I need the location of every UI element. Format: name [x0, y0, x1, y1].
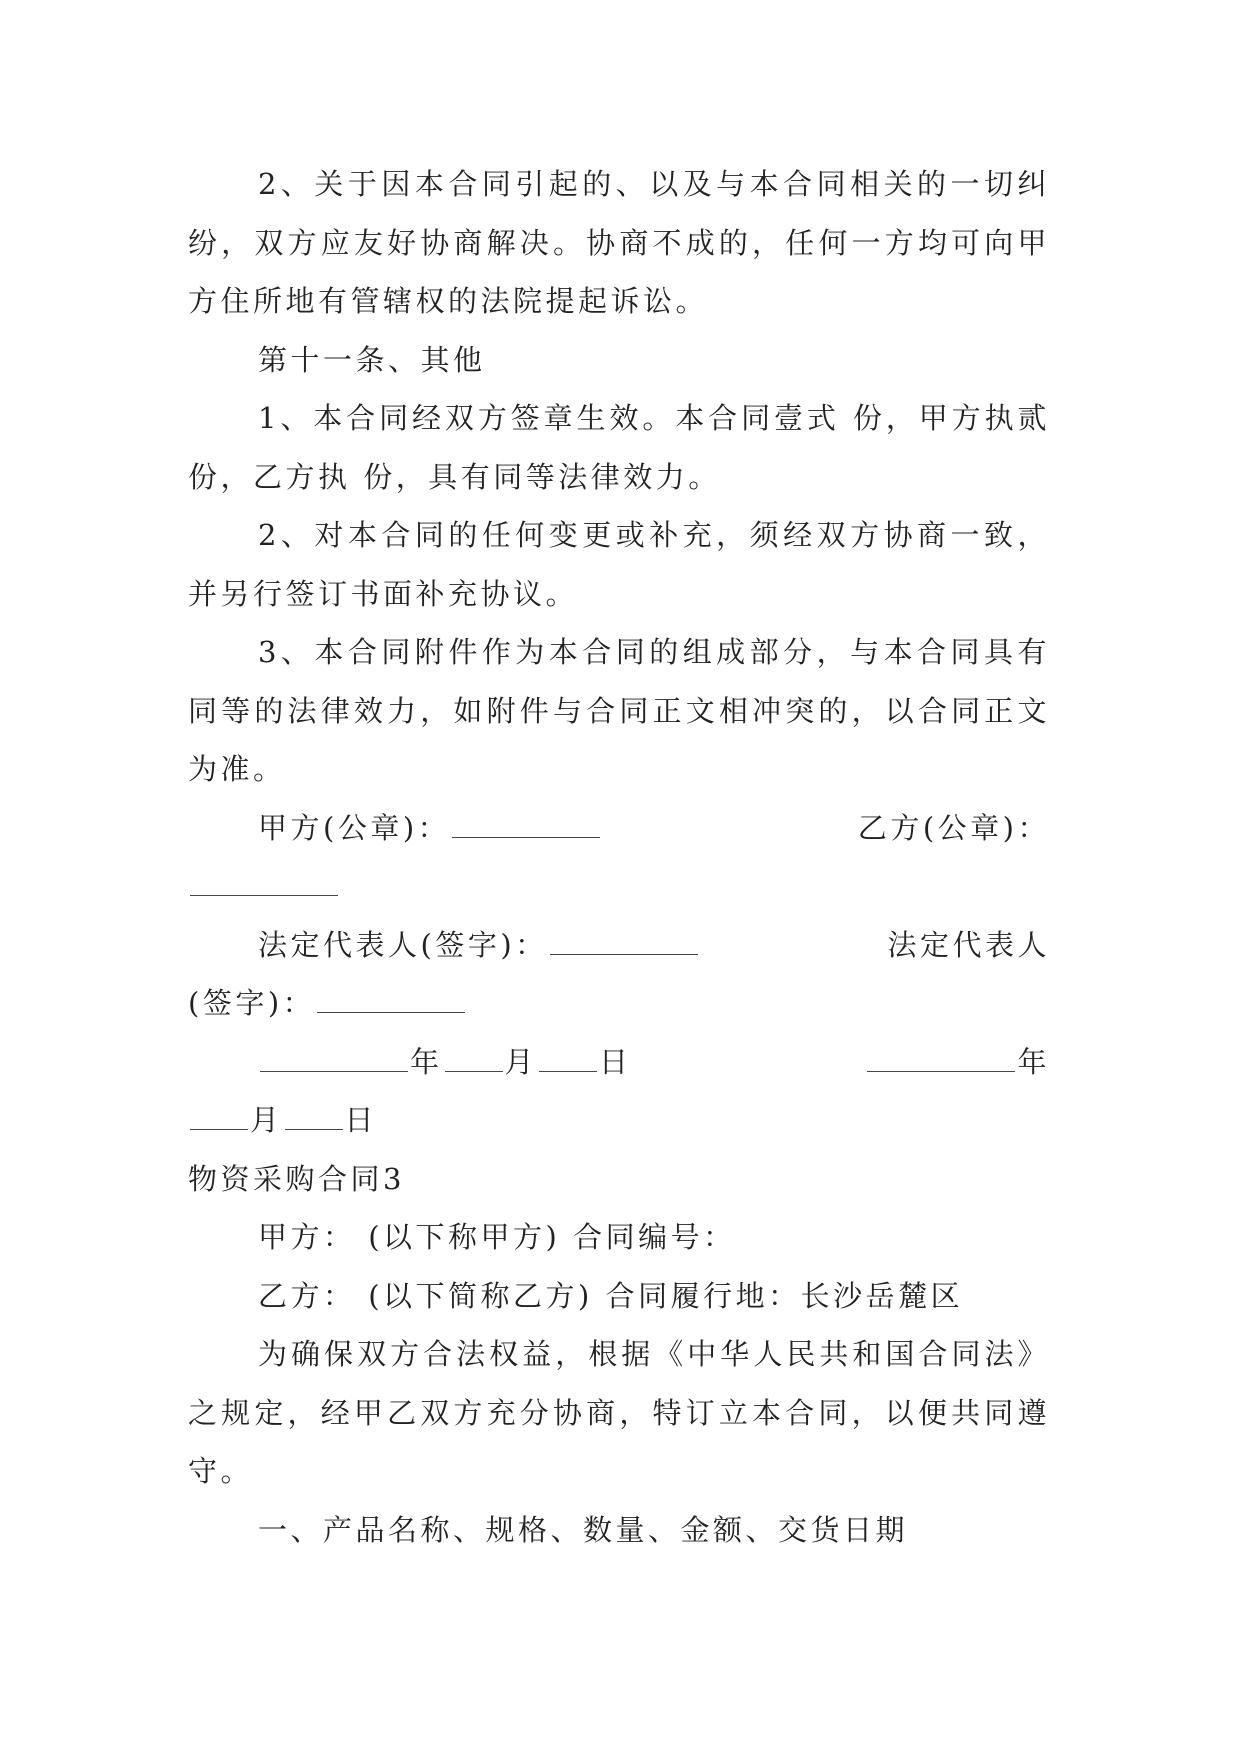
party-b-seal-label: 乙方(公章)： — [857, 810, 1050, 845]
rep-a-label: 法定代表人(签字)： — [258, 927, 548, 962]
article-11-heading: 第十一条、其他 — [258, 342, 486, 377]
day-label: 日 — [599, 1044, 632, 1079]
party-a-month-blank[interactable] — [445, 1049, 503, 1072]
seal-row — [188, 799, 1050, 858]
rep-a-blank[interactable] — [550, 932, 698, 955]
section-1-heading: 一、产品名称、规格、数量、金额、交货日期 — [258, 1512, 909, 1547]
party-a-seal-label: 甲方(公章)： — [258, 810, 451, 845]
rep-b-blank[interactable] — [317, 990, 465, 1013]
paragraph-amendments: 2、对本合同的任何变更或补充，须经双方协商一致，并另行签订书面补充协议。 — [188, 518, 1050, 611]
party-b-date-line — [188, 1091, 1050, 1150]
rep-b-label: 法定代表人 — [887, 927, 1050, 962]
rep-b-line — [188, 974, 1050, 1033]
paragraph-purpose: 为确保双方合法权益，根据《中华人民共和国合同法》之规定，经甲乙双方充分协商，特订立本合同，以便共同遵守。 — [188, 1337, 1050, 1488]
paragraph-attachments: 3、本合同附件作为本合同的组成部分，与本合同具有同等的法律效力，如附件与合同正文相冲突的，以合同正文为准。 — [188, 635, 1050, 786]
party-b-seal-blank[interactable] — [190, 873, 338, 896]
party-a-day-blank[interactable] — [539, 1049, 597, 1072]
party-a-year-blank[interactable] — [260, 1049, 408, 1072]
party-b-year-blank[interactable] — [867, 1049, 1015, 1072]
document-body — [188, 155, 1050, 1559]
party-a-intro: 甲方： (以下称甲方) 合同编号： — [258, 1220, 736, 1254]
party-a-seal — [258, 799, 602, 858]
month-label: 月 — [250, 1103, 283, 1137]
party-a-seal-blank[interactable] — [452, 815, 600, 838]
party-b-date-year — [865, 1033, 1050, 1092]
rep-b-sign-label: (签字)： — [188, 986, 316, 1020]
year-label: 年 — [1017, 1044, 1050, 1079]
party-b-month-blank[interactable] — [190, 1107, 248, 1130]
party-b-day-blank[interactable] — [285, 1107, 343, 1130]
contract-3-title: 物资采购合同3 — [188, 1161, 405, 1196]
paragraph-effectiveness: 1、本合同经双方签章生效。本合同壹式 份，甲方执贰份，乙方执 份，具有同等法律效力。 — [188, 401, 1050, 494]
date-row — [188, 1033, 1050, 1092]
month-label: 月 — [504, 1044, 538, 1079]
representative-row — [188, 916, 1050, 975]
paragraph-dispute-resolution: 2、关于因本合同引起的、以及与本合同相关的一切纠纷，双方应友好协商解决。协商不成的，任何一方均可向甲方住所地有管辖权的法院提起诉讼。 — [188, 167, 1050, 318]
party-b-seal-line — [188, 857, 1050, 916]
year-label: 年 — [410, 1044, 443, 1079]
party-a-date — [258, 1033, 632, 1092]
party-a-representative — [258, 916, 700, 975]
day-label: 日 — [344, 1103, 378, 1137]
party-b-intro: 乙方： (以下简称乙方) 合同履行地：长沙岳麓区 — [258, 1278, 964, 1313]
